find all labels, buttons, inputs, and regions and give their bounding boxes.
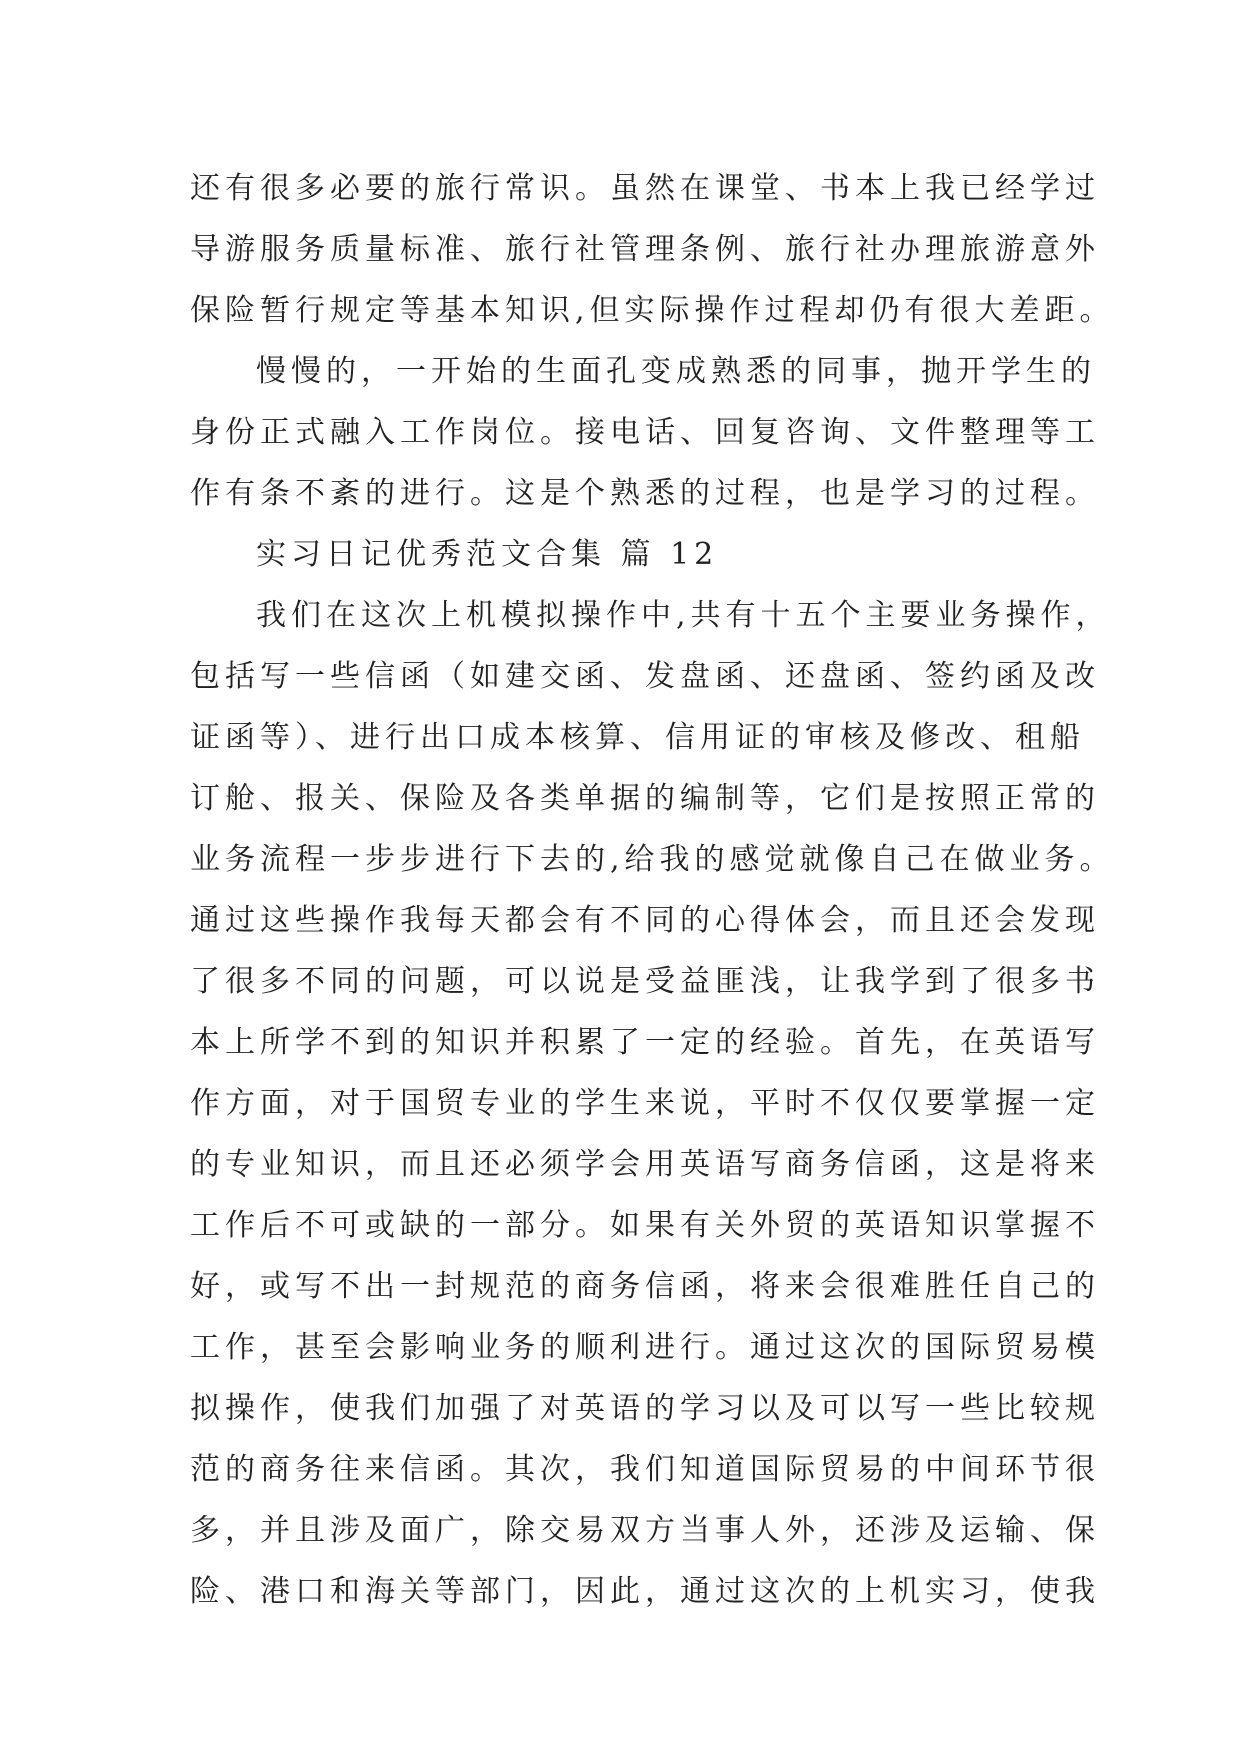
paragraph-start-line: 我们在这次上机模拟操作中,共有十五个主要业务操作， xyxy=(256,598,1111,633)
section-heading: 实习日记优秀范文合集 篇 12 xyxy=(256,537,719,572)
text-line: 本上所学不到的知识并积累了一定的经验。首先，在英语写 xyxy=(190,1025,1100,1060)
text-line: 好，或写不出一封规范的商务信函，将来会很难胜任自己的 xyxy=(190,1269,1100,1304)
text-line: 通过这些操作我每天都会有不同的心得体会，而且还会发现 xyxy=(190,903,1100,938)
text-line: 身份正式融入工作岗位。接电话、回复咨询、文件整理等工 xyxy=(190,415,1100,450)
body-text xyxy=(190,158,1115,1622)
text-line: 作方面，对于国贸专业的学生来说，平时不仅仅要掌握一定 xyxy=(190,1086,1100,1121)
text-line: 保险暂行规定等基本知识,但实际操作过程却仍有很大差距。 xyxy=(190,293,1115,328)
text-line: 还有很多必要的旅行常识。虽然在课堂、书本上我已经学过 xyxy=(190,171,1100,206)
text-line: 证函等）、进行出口成本核算、信用证的审核及修改、租船 xyxy=(190,720,1085,755)
text-line: 导游服务质量标准、旅行社管理条例、旅行社办理旅游意外 xyxy=(190,232,1100,267)
text-line: 包括写一些信函（如建交函、发盘函、还盘函、签约函及改 xyxy=(190,659,1100,694)
text-line: 订舱、报关、保险及各类单据的编制等，它们是按照正常的 xyxy=(190,781,1100,816)
text-line: 范的商务往来信函。其次，我们知道国际贸易的中间环节很 xyxy=(190,1452,1100,1487)
text-line: 作有条不紊的进行。这是个熟悉的过程，也是学习的过程。 xyxy=(190,476,1100,511)
text-line: 拟操作，使我们加强了对英语的学习以及可以写一些比较规 xyxy=(190,1391,1100,1426)
text-line: 了很多不同的问题，可以说是受益匪浅，让我学到了很多书 xyxy=(190,964,1100,999)
text-line: 业务流程一步步进行下去的,给我的感觉就像自己在做业务。 xyxy=(190,842,1115,877)
paragraph-start-line: 慢慢的，一开始的生面孔变成熟悉的同事，抛开学生的 xyxy=(256,354,1096,389)
text-line: 工作，甚至会影响业务的顺利进行。通过这次的国际贸易模 xyxy=(190,1330,1100,1365)
text-line: 险、港口和海关等部门，因此，通过这次的上机实习，使我 xyxy=(190,1574,1100,1609)
text-line: 的专业知识，而且还必须学会用英语写商务信函，这是将来 xyxy=(190,1147,1100,1182)
text-line: 多，并且涉及面广，除交易双方当事人外，还涉及运输、保 xyxy=(190,1513,1100,1548)
text-line: 工作后不可或缺的一部分。如果有关外贸的英语知识掌握不 xyxy=(190,1208,1100,1243)
